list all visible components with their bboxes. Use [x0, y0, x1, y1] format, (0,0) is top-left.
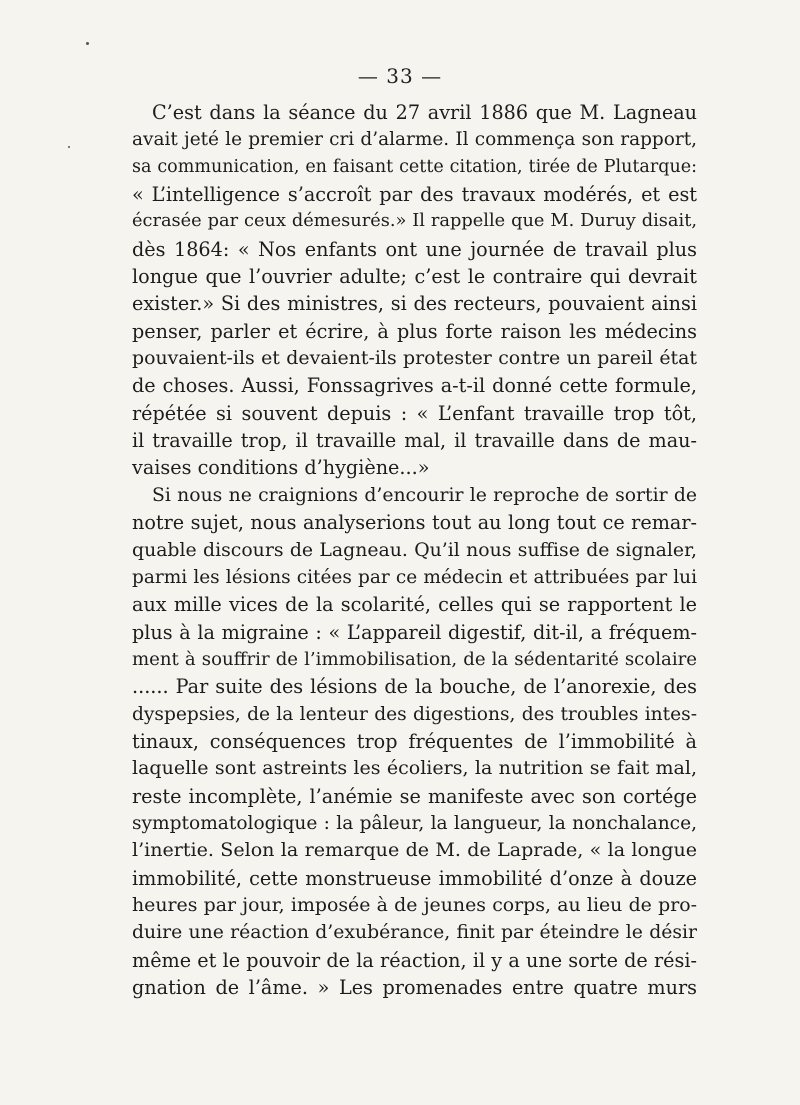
text-line: ment à souffrir de l’immobilisation, de la sédentarité scolaire	[132, 648, 697, 670]
text-line: sa communication, en faisant cette citation, tirée de Plutarque:	[132, 156, 697, 177]
text-line: répétée si souvent depuis : « L’enfant travaille trop tôt,	[132, 401, 697, 425]
text-line: longue que l’ouvrier adulte; c’est le contraire qui devrait	[132, 265, 697, 289]
text-line: C’est dans la séance du 27 avril 1886 que M. Lagneau	[152, 101, 697, 124]
text-line: dyspepsies, de la lenteur des digestions, des troubles intes-	[132, 703, 697, 725]
text-line: aux mille vices de la scolarité, celles qui se rapportent le	[132, 593, 697, 617]
body-text	[132, 99, 697, 1001]
text-line: Si nous ne craignions d’encourir le reproche de sortir de	[152, 484, 697, 506]
text-line: exister.» Si des ministres, si des recteurs, pouvaient ainsi	[132, 292, 697, 316]
text-line: ...... Par suite des lésions de la bouche, de l’anorexie, des	[132, 675, 697, 699]
paper-speck	[86, 42, 89, 45]
text-line: vaises conditions d’hygiène...»	[132, 456, 430, 480]
text-line: plus à la migraine : « L’appareil digestif, dit-il, a fréquem-	[132, 620, 697, 644]
text-line: laquelle sont astreints les écoliers, la nutrition se fait mal,	[132, 757, 697, 780]
text-line: penser, parler et écrire, à plus forte raison les médecins	[132, 319, 697, 343]
text-line: immobilité, cette monstrueuse immobilité d’onze à douze	[132, 866, 697, 890]
text-line: dès 1864: « Nos enfants ont une journée de travail plus	[132, 237, 697, 261]
text-line: gnation de l’âme. » Les promenades entre quatre murs	[132, 976, 697, 999]
text-line: de choses. Aussi, Fonssagrives a-t-il donné cette formule,	[132, 374, 697, 398]
text-line: tinaux, conséquences trop fréquentes de l’immobilité à	[132, 729, 697, 753]
text-line: parmi les lésions citées par ce médecin et attribuées par lui	[132, 566, 697, 588]
text-line: il travaille trop, il travaille mal, il travaille dans de mau-	[132, 429, 697, 453]
text-line: « L’intelligence s’accroît par des travaux modérés, et est	[132, 183, 697, 207]
text-line: écrasée par ceux démesurés.» Il rappelle que M. Duruy disait,	[132, 211, 697, 232]
text-line: notre sujet, nous analyserions tout au long tout ce remar-	[132, 511, 697, 535]
text-line: pouvaient-ils et devaient-ils protester contre un pareil état	[132, 347, 697, 370]
text-line: avait jeté le premier cri d’alarme. Il commença son rapport,	[132, 129, 697, 151]
text-line: l’inertie. Selon la remarque de M. de Laprade, « la longue	[132, 839, 697, 862]
text-line: quable discours de Lagneau. Qu’il nous suffise de signaler,	[132, 539, 697, 561]
text-line: reste incomplète, l’anémie se manifeste avec son cortége	[132, 784, 697, 808]
text-line: heures par jour, imposée à de jeunes corps, au lieu de pro-	[132, 893, 697, 916]
text-line: duire une réaction d’exubérance, finit par éteindre le désir	[132, 922, 697, 944]
text-line: symptomatologique : la pâleur, la langueur, la nonchalance,	[132, 812, 697, 834]
paper-speck	[68, 146, 70, 148]
page-number: — 33 —	[357, 64, 443, 88]
text-line: même et le pouvoir de la réaction, il y a une sorte de rési-	[132, 948, 697, 972]
